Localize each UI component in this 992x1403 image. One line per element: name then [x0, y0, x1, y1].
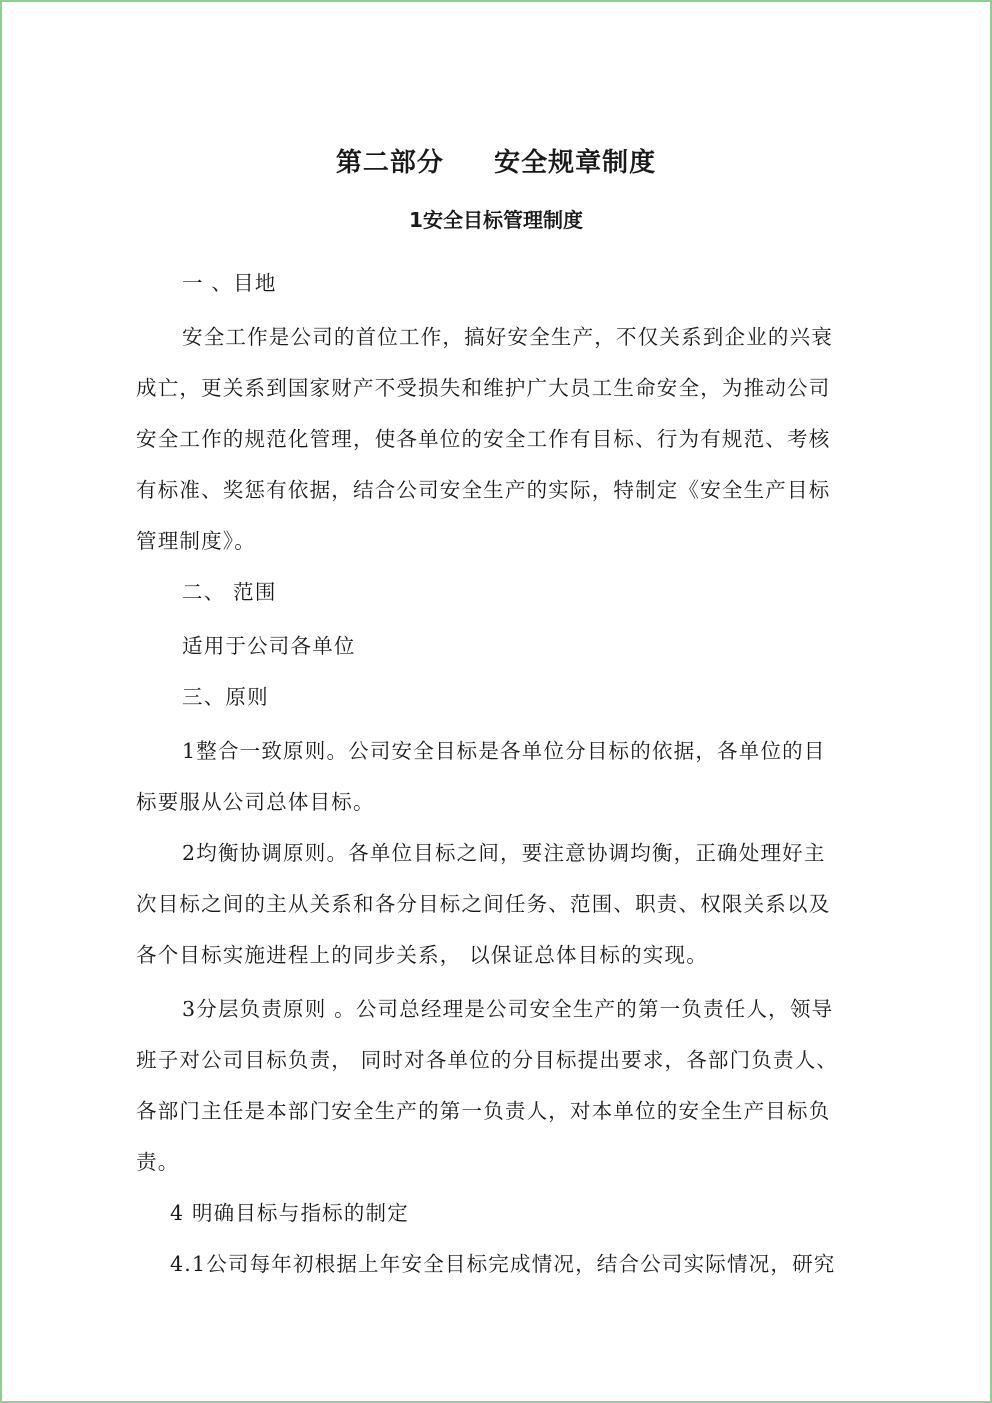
paragraph-line: 1整合一致原则。公司安全目标是各单位分目标的依据，各单位的目: [182, 739, 826, 763]
paragraph-line: 管理制度》。: [136, 529, 256, 553]
paragraph-line: 4.1公司每年初根据上年安全目标完成情况，结合公司实际情况，研究: [170, 1252, 836, 1276]
paragraph-line: 适用于公司各单位: [182, 634, 356, 658]
document-body: [136, 258, 882, 1290]
heading-targets: 4 明确目标与指标的制定: [170, 1201, 409, 1225]
paragraph-line: 成亡，更关系到国家财产不受损失和维护广大员工生命安全，为推动公司: [136, 376, 831, 400]
paragraph-line: 标要服从公司总体目标。: [136, 790, 375, 814]
paragraph-line: 各个目标实施进程上的同步关系， 以保证总体目标的实现。: [136, 943, 708, 967]
paragraph-line: 各部门主任是本部门安全生产的第一负责人，对本单位的安全生产目标负: [136, 1099, 831, 1123]
paragraph-line: 有标准、奖惩有依据，结合公司安全生产的实际，特制定《安全生产目标: [136, 478, 831, 502]
heading-scope: 二、 范围: [182, 580, 277, 604]
paragraph-line: 3分层负责原则 。公司总经理是公司安全生产的第一负责任人，领导: [182, 997, 834, 1021]
paragraph-line: 责。: [136, 1150, 180, 1174]
paragraph-line: 次目标之间的主从关系和各分目标之间任务、范围、职责、权限关系以及: [136, 892, 831, 916]
paragraph-line: 2均衡协调原则。各单位目标之间，要注意协调均衡，正确处理好主: [182, 841, 826, 865]
heading-purpose: 一 、目地: [182, 271, 277, 295]
paragraph-line: 安全工作是公司的首位工作，搞好安全生产，不仅关系到企业的兴衰: [182, 325, 833, 349]
paragraph-line: 安全工作的规范化管理，使各单位的安全工作有目标、行为有规范、考核: [136, 427, 831, 451]
section-subtitle: 1安全目标管理制度: [409, 208, 583, 232]
heading-principles: 三、原则: [182, 685, 269, 709]
paragraph-line: 班子对公司目标负责， 同时对各单位的分目标提出要求，各部门负责人、: [136, 1048, 839, 1072]
page-title: 第二部分 安全规章制度: [335, 148, 657, 178]
